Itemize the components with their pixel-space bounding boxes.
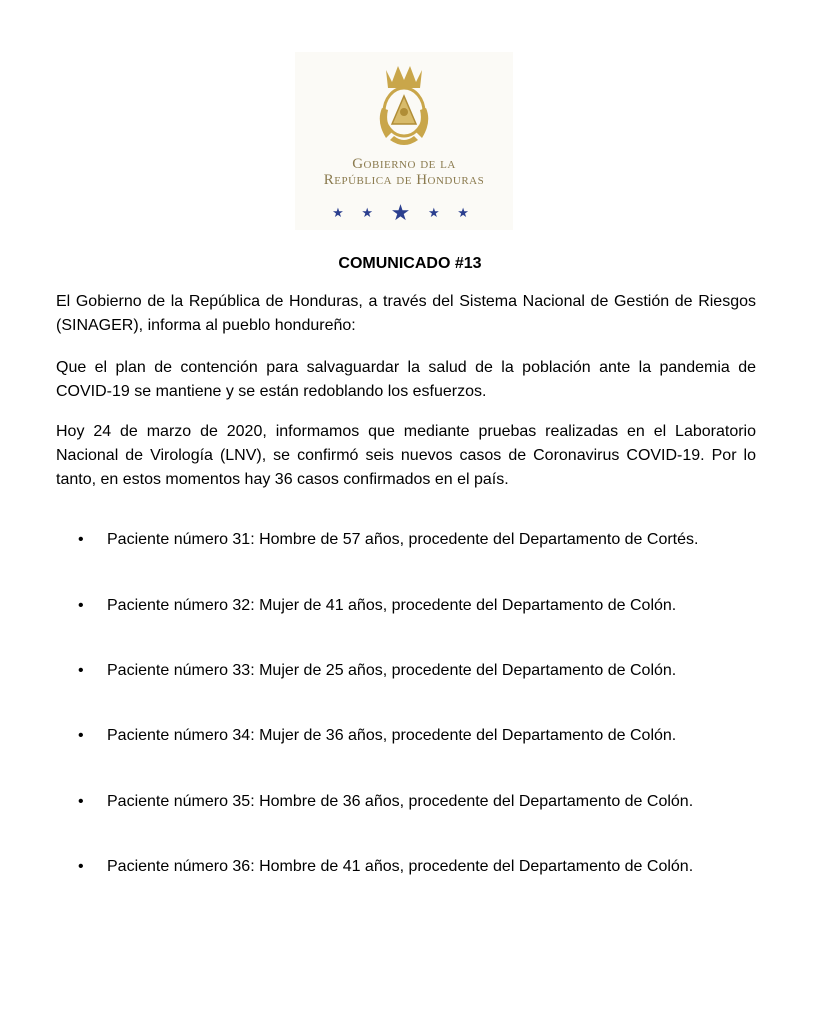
bullet-icon: •	[78, 858, 84, 875]
government-name-line-1: Gobierno de la	[352, 156, 456, 172]
coat-of-arms-icon	[372, 62, 436, 152]
list-item	[0, 724, 820, 772]
paragraph-report: Hoy 24 de marzo de 2020, informamos que mediante pruebas realizadas en el Laboratorio Nacional de Virología (LNV), se confirmó seis nuevos casos de Coronavirus COVID-19. Por lo tanto, en estos momentos hay 36 casos confirmados en el país.	[56, 423, 756, 488]
case-text: Paciente número 31: Hombre de 57 años, procedente del Departamento de Cortés.	[107, 531, 699, 548]
bullet-icon: •	[78, 662, 84, 679]
list-item	[0, 659, 820, 707]
five-stars-icon: ★ ★ ★ ★ ★	[332, 200, 476, 225]
bullet-icon: •	[78, 531, 84, 548]
bullet-icon: •	[78, 597, 84, 614]
bullet-icon: •	[78, 793, 84, 810]
bullet-icon: •	[78, 727, 84, 744]
paragraph-plan: Que el plan de contención para salvaguardar la salud de la población ante la pandemia de COVID-19 se mantiene y se están redoblando los esfuerzos.	[56, 359, 756, 400]
government-name-line-2: República de Honduras	[323, 172, 485, 188]
case-text: Paciente número 32: Mujer de 41 años, procedente del Departamento de Colón.	[107, 597, 677, 614]
case-text: Paciente número 33: Mujer de 25 años, procedente del Departamento de Colón.	[107, 662, 677, 679]
list-item	[0, 528, 820, 576]
list-item	[0, 855, 820, 903]
case-text: Paciente número 36: Hombre de 41 años, procedente del Departamento de Colón.	[107, 858, 694, 875]
list-item	[0, 790, 820, 838]
list-item	[0, 594, 820, 642]
case-text: Paciente número 34: Mujer de 36 años, procedente del Departamento de Colón.	[107, 727, 677, 744]
paragraph-intro: El Gobierno de la República de Honduras, a través del Sistema Nacional de Gestión de Riesgos (SINAGER), informa al pueblo hondureño:	[56, 293, 756, 334]
page-title: COMUNICADO #13	[338, 255, 482, 272]
government-logo	[295, 52, 513, 230]
case-text: Paciente número 35: Hombre de 36 años, procedente del Departamento de Colón.	[107, 793, 694, 810]
